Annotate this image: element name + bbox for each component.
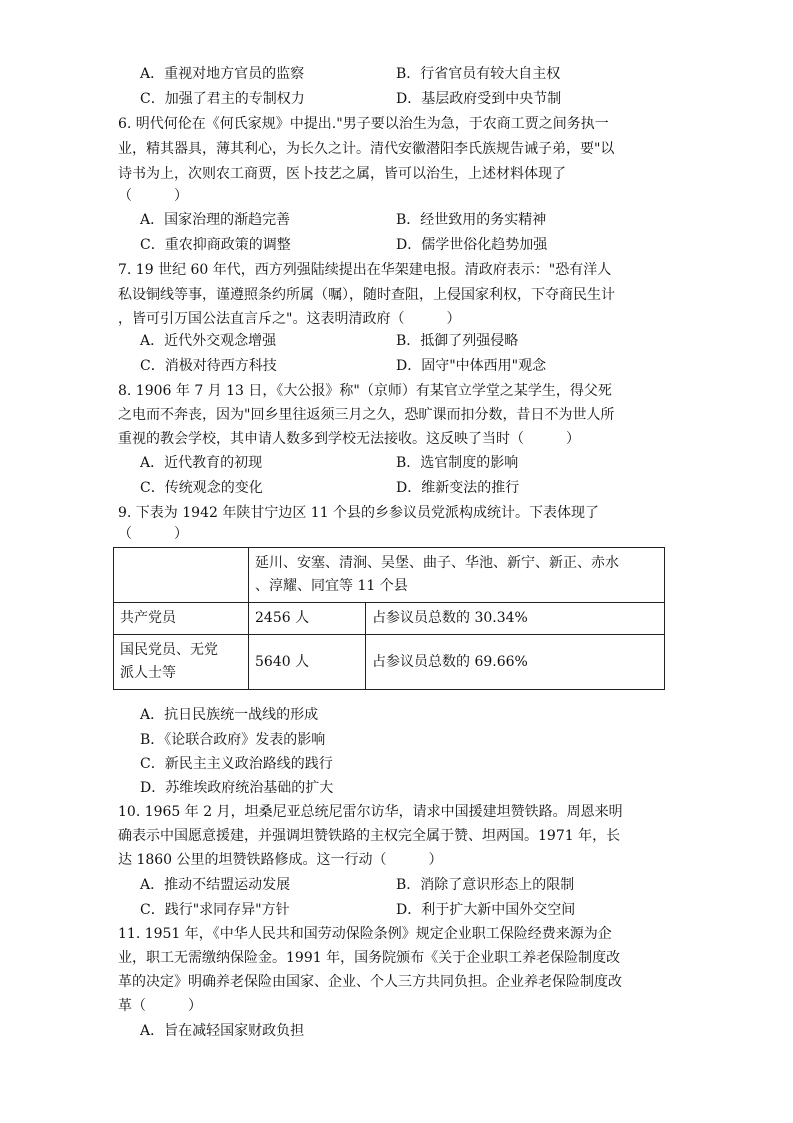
q10-stem-line-2: 确表示中国愿意援建，并强调坦赞铁路的主权完全属于赞、坦两国。1971 年，长 <box>118 828 621 844</box>
q6-option-d[interactable]: D．儒学世俗化趋势加强 <box>396 237 548 253</box>
table-row <box>114 603 665 635</box>
q8-stem-line-2: 之电而不奔丧，因为"回乡里往返须三月之久，恐旷课而扣分数，昔日不为世人所 <box>118 407 615 423</box>
q6-stem-line-2: 业，精其器具，薄其利心，为长久之计。清代安徽潜阳李氏族规告诫子弟，要"以 <box>118 141 615 157</box>
q10-stem-line-3: 达 1860 公里的坦赞铁路修成。这一行动（ ） <box>118 852 443 868</box>
q7-option-a[interactable]: A．近代外交观念增强 <box>140 333 277 349</box>
q9-option-a[interactable]: A．抗日民族统一战线的形成 <box>140 707 319 723</box>
table-header-row <box>114 548 665 603</box>
q11-stem-line-2: 业，职工无需缴纳保险金。1991 年，国务院颁布《关于企业职工养老保险制度改 <box>118 950 621 966</box>
q8-option-c[interactable]: C．传统观念的变化 <box>140 480 263 496</box>
q11-answer-blank: 革（ ） <box>118 998 202 1014</box>
table-header-counties-cell <box>249 548 665 603</box>
q6-stem-line-1: 6. 明代何伦在《何氏家规》中提出."男子要以治生为急，于农商工贾之间务执一 <box>118 116 609 132</box>
q5-option-c[interactable]: C．加强了君主的专制权力 <box>140 91 305 107</box>
q7-stem-line-2: 私设铜线等事，谨遵照条约所属（嘱），随时查阻，上侵国家利权，下夺商民生计 <box>118 287 615 303</box>
q9-option-c[interactable]: C．新民主主义政治路线的践行 <box>140 756 333 772</box>
q8-stem-line-1: 8. 1906 年 7 月 13 日，《大公报》称"（京师）有某官立学堂之某学生，得父死 <box>118 383 612 399</box>
q11-stem-line-1: 11. 1951 年，《中华人民共和国劳动保险条例》规定企业职工保险经费来源为企 <box>118 926 612 942</box>
counties-line-1: 延川、安塞、清涧、吴堡、曲子、华池、新宁、新正、赤水 <box>255 555 619 571</box>
q7-stem-line-1: 7. 19 世纪 60 年代，西方列强陆续提出在华架建电报。清政府表示："恐有洋人 <box>118 262 612 278</box>
q9-stem-line-1: 9. 下表为 1942 年陕甘宁边区 11 个县的乡参议员党派构成统计。下表体现了 <box>118 505 600 521</box>
q6-stem-line-3: 诗书为上，次则农工商贾，医卜技艺之属，皆可以治生，上述材料体现了 <box>118 166 566 182</box>
row-label-others-line-1: 国民党员、无党 <box>120 642 218 658</box>
q7-option-b[interactable]: B．抵御了列强侵略 <box>396 333 519 349</box>
row-label-others <box>114 635 249 690</box>
q5-option-d[interactable]: D．基层政府受到中央节制 <box>396 91 562 107</box>
q8-option-d[interactable]: D．维新变法的推行 <box>396 480 520 496</box>
q6-answer-blank: （ ） <box>118 188 188 204</box>
row-percent-others: 占参议员总数的 69.66% <box>366 635 665 690</box>
q5-option-a[interactable]: A．重视对地方官员的监察 <box>140 66 305 82</box>
row-count-communist: 2456 人 <box>249 603 366 635</box>
row-label-others-line-2: 派人士等 <box>120 665 176 681</box>
table-header-empty-cell <box>114 548 249 603</box>
row-percent-communist: 占参议员总数的 30.34% <box>366 603 665 635</box>
q6-option-b[interactable]: B．经世致用的务实精神 <box>396 212 547 228</box>
q10-option-b[interactable]: B．消除了意识形态上的限制 <box>396 877 575 893</box>
row-label-communist: 共产党员 <box>114 603 249 635</box>
q11-option-a[interactable]: A．旨在减轻国家财政负担 <box>140 1023 305 1039</box>
q5-option-b[interactable]: B．行省官员有较大自主权 <box>396 66 561 82</box>
q7-option-d[interactable]: D．固守"中体西用"观念 <box>396 358 547 374</box>
q8-option-a[interactable]: A．近代教育的初现 <box>140 455 263 471</box>
q9-option-d[interactable]: D．苏维埃政府统治基础的扩大 <box>140 780 334 796</box>
row-count-others: 5640 人 <box>249 635 366 690</box>
q9-answer-blank: （ ） <box>118 526 188 542</box>
q6-option-c[interactable]: C．重农抑商政策的调整 <box>140 237 291 253</box>
q10-option-c[interactable]: C．践行"求同存异"方针 <box>140 902 290 918</box>
q8-stem-line-3: 重视的教会学校，其申请人数多到学校无法接收。这反映了当时（ ） <box>118 431 580 447</box>
q9-statistics-table <box>113 547 665 690</box>
q9-option-b[interactable]: B．《论联合政府》发表的影响 <box>140 732 326 748</box>
q10-stem-line-1: 10. 1965 年 2 月，坦桑尼亚总统尼雷尔访华，请求中国援建坦赞铁路。周恩来明 <box>118 804 623 820</box>
table-row <box>114 635 665 690</box>
q7-stem-line-3: ，皆可引万国公法直言斥之"。这表明清政府（ ） <box>118 311 461 327</box>
q7-option-c[interactable]: C．消极对待西方科技 <box>140 358 277 374</box>
q10-option-d[interactable]: D．利于扩大新中国外交空间 <box>396 902 576 918</box>
q8-option-b[interactable]: B．选官制度的影响 <box>396 455 519 471</box>
q6-option-a[interactable]: A．国家治理的渐趋完善 <box>140 212 291 228</box>
q11-stem-line-3: 革的决定》明确养老保险由国家、企业、个人三方共同负担。企业养老保险制度改 <box>118 974 622 990</box>
counties-line-2: 、淳耀、同宜等 11 个县 <box>255 578 408 594</box>
q10-option-a[interactable]: A．推动不结盟运动发展 <box>140 877 291 893</box>
